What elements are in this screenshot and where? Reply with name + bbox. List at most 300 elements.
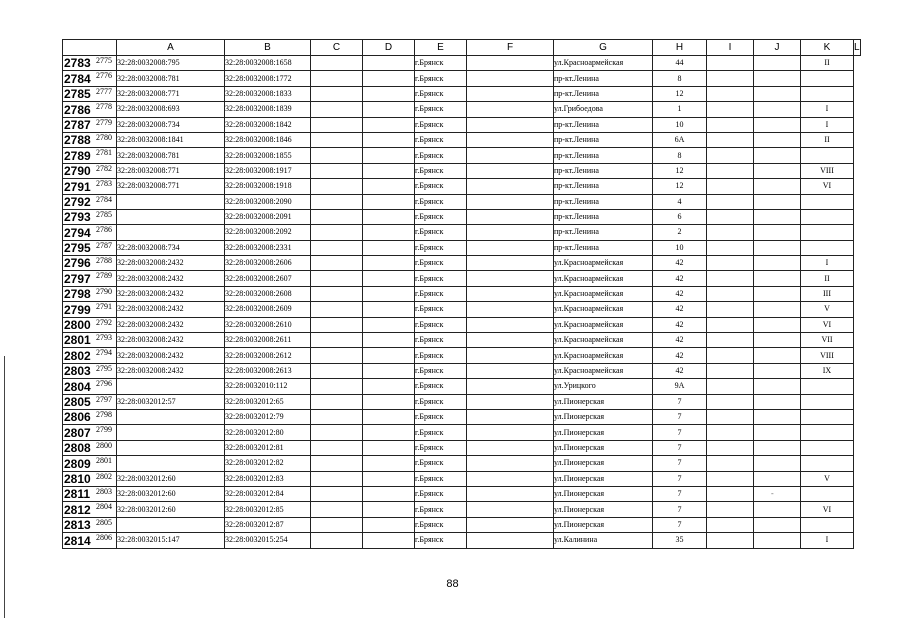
cell-g [467,86,554,101]
cell-k [754,132,801,147]
cell-l [801,517,854,532]
cell-k [754,102,801,117]
cell-k [754,225,801,240]
cell-f: г.Брянск [415,379,467,394]
cell-i: 42 [653,317,707,332]
cell-d [311,132,363,147]
cell-h: пр-кт.Ленина [554,71,653,86]
cell-j [707,86,754,101]
cell-e [363,471,415,486]
row-number-cell [63,102,117,117]
cell-b [117,456,225,471]
source-row-number: 2798 [96,409,112,419]
cell-b: 32:28:0032008:781 [117,148,225,163]
cell-g [467,132,554,147]
cell-c: 32:28:0032012:65 [225,394,311,409]
row-number-cell [63,194,117,209]
cell-j [707,132,754,147]
table-row [63,333,861,348]
cell-c: 32:28:0032008:2611 [225,333,311,348]
cell-l: II [801,271,854,286]
cell-j [707,363,754,378]
cell-e [363,132,415,147]
cell-f: г.Брянск [415,533,467,548]
page-number: 88 [446,578,459,590]
cell-i: 12 [653,179,707,194]
cell-f: г.Брянск [415,209,467,224]
cell-f: г.Брянск [415,425,467,440]
cell-f: г.Брянск [415,102,467,117]
table-row [63,517,861,532]
cell-k [754,56,801,71]
cell-c: 32:28:0032012:79 [225,409,311,424]
cell-l [801,456,854,471]
cell-k [754,194,801,209]
cell-f: г.Брянск [415,409,467,424]
row-number-cell [63,333,117,348]
row-number: 2813 [64,518,91,533]
cell-l [801,409,854,424]
row-number: 2800 [64,318,91,333]
cell-l: VI [801,179,854,194]
cell-k [754,117,801,132]
row-number-cell [63,394,117,409]
cell-f: г.Брянск [415,502,467,517]
cell-i: 8 [653,148,707,163]
cell-b: 32:28:0032008:2432 [117,348,225,363]
cell-k [754,425,801,440]
cell-d [311,209,363,224]
cell-b: 32:28:0032008:771 [117,163,225,178]
cell-c: 32:28:0032008:2609 [225,302,311,317]
cell-d [311,363,363,378]
cell-e [363,240,415,255]
cell-b: 32:28:0032008:2432 [117,271,225,286]
cell-c: 32:28:0032008:1772 [225,71,311,86]
cell-c: 32:28:0032008:1839 [225,102,311,117]
row-number-cell [63,117,117,132]
source-row-number: 2790 [96,286,112,296]
cell-b: 32:28:0032008:2432 [117,302,225,317]
row-number: 2788 [64,133,91,148]
source-row-number: 2776 [96,71,112,81]
source-row-number: 2803 [96,486,112,496]
cell-f: г.Брянск [415,517,467,532]
row-number-cell [63,486,117,501]
cell-g [467,117,554,132]
cell-k [754,456,801,471]
cell-k [754,163,801,178]
cell-i: 1 [653,102,707,117]
cell-d [311,271,363,286]
cell-i: 10 [653,117,707,132]
cell-d [311,117,363,132]
cell-d [311,409,363,424]
cell-h: ул.Красноармейская [554,286,653,301]
cell-f: г.Брянск [415,148,467,163]
cell-g [467,256,554,271]
cell-j [707,379,754,394]
cell-g [467,471,554,486]
cell-h: ул.Красноармейская [554,271,653,286]
cell-l [801,71,854,86]
source-row-number: 2802 [96,471,112,481]
cell-b: 32:28:0032008:2432 [117,286,225,301]
cell-j [707,456,754,471]
cell-j [707,209,754,224]
cell-l [801,379,854,394]
cell-f: г.Брянск [415,56,467,71]
cell-e [363,56,415,71]
cell-h: ул.Красноармейская [554,302,653,317]
cell-b [117,517,225,532]
row-number: 2807 [64,425,91,440]
row-number-cell [63,163,117,178]
cell-c: 32:28:0032012:80 [225,425,311,440]
table-row [63,317,861,332]
cell-f: г.Брянск [415,256,467,271]
cell-c: 32:28:0032008:2612 [225,348,311,363]
table-row [63,148,861,163]
cell-i: 2 [653,225,707,240]
cell-g [467,71,554,86]
table-row [63,225,861,240]
cell-d [311,286,363,301]
cell-b: 32:28:0032008:2432 [117,333,225,348]
cell-b: 32:28:0032008:734 [117,117,225,132]
cell-b [117,194,225,209]
cell-k [754,394,801,409]
cell-h: ул.Пионерская [554,471,653,486]
row-number-cell [63,471,117,486]
cell-l: I [801,102,854,117]
cell-l: IX [801,363,854,378]
cell-j [707,148,754,163]
cell-d [311,317,363,332]
source-row-number: 2806 [96,533,112,543]
cell-e [363,517,415,532]
row-number-cell [63,409,117,424]
cell-g [467,225,554,240]
row-number: 2798 [64,287,91,302]
cell-c: 32:28:0032008:2610 [225,317,311,332]
cell-h: ул.Красноармейская [554,256,653,271]
cell-c: 32:28:0032008:2608 [225,286,311,301]
source-row-number: 2793 [96,333,112,343]
cell-g [467,333,554,348]
row-number: 2810 [64,471,91,486]
source-row-number: 2782 [96,163,112,173]
cell-k [754,333,801,348]
cell-i: 7 [653,471,707,486]
source-row-number: 2775 [96,56,112,65]
column-header-b: B [225,40,311,56]
cell-k [754,240,801,255]
cell-k [754,317,801,332]
table-row [63,348,861,363]
row-number: 2801 [64,333,91,348]
cell-k [754,517,801,532]
cell-b: 32:28:0032008:693 [117,102,225,117]
cell-h: ул.Красноармейская [554,56,653,71]
row-number-cell [63,132,117,147]
source-row-number: 2783 [96,179,112,189]
source-row-number: 2794 [96,348,112,358]
cell-k [754,209,801,224]
cell-b: 32:28:0032008:781 [117,71,225,86]
row-number: 2790 [64,164,91,179]
cell-b [117,425,225,440]
cell-c: 32:28:0032012:83 [225,471,311,486]
cell-e [363,456,415,471]
cell-g [467,240,554,255]
cell-g [467,194,554,209]
cell-l [801,394,854,409]
table-row [63,533,861,548]
cell-e [363,71,415,86]
cell-e [363,363,415,378]
cell-b: 32:28:0032008:771 [117,86,225,101]
cell-j [707,102,754,117]
cell-g [467,348,554,363]
cell-b: 32:28:0032012:60 [117,471,225,486]
table-body [63,56,861,549]
cell-k [754,409,801,424]
row-number-cell [63,148,117,163]
cell-h: ул.Пионерская [554,517,653,532]
cell-h: пр-кт.Ленина [554,179,653,194]
cell-d [311,56,363,71]
cell-e [363,379,415,394]
cell-e [363,148,415,163]
row-number: 2805 [64,394,91,409]
table-row [63,302,861,317]
cell-f: г.Брянск [415,71,467,86]
cell-e [363,225,415,240]
cell-d [311,379,363,394]
cell-k [754,286,801,301]
cell-j [707,502,754,517]
row-number-cell [63,425,117,440]
table-row [63,379,861,394]
cell-f: г.Брянск [415,194,467,209]
row-number: 2812 [64,502,91,517]
cell-d [311,86,363,101]
cell-e [363,163,415,178]
column-header-d: D [363,40,415,56]
source-row-number: 2777 [96,86,112,96]
cell-b: 32:28:0032008:2432 [117,317,225,332]
source-row-number: 2792 [96,317,112,327]
cell-j [707,71,754,86]
source-row-number: 2781 [96,148,112,158]
column-header-g: G [554,40,653,56]
cell-e [363,179,415,194]
cell-f: г.Брянск [415,225,467,240]
row-number: 2799 [64,302,91,317]
cell-f: г.Брянск [415,363,467,378]
cell-i: 7 [653,517,707,532]
cell-g [467,440,554,455]
cell-k [754,502,801,517]
cell-j [707,302,754,317]
cell-h: ул.Пионерская [554,394,653,409]
cell-c: 32:28:0032008:1917 [225,163,311,178]
cell-l [801,209,854,224]
cell-d [311,394,363,409]
row-number-cell [63,209,117,224]
cell-f: г.Брянск [415,394,467,409]
cell-d [311,456,363,471]
cell-i: 7 [653,409,707,424]
cell-j [707,471,754,486]
cell-f: г.Брянск [415,302,467,317]
column-header-k: K [801,40,854,56]
row-number-cell [63,317,117,332]
row-number-cell [63,517,117,532]
cell-j [707,179,754,194]
cell-k [754,302,801,317]
cell-c: 32:28:0032012:87 [225,517,311,532]
cell-f: г.Брянск [415,117,467,132]
table-row [63,179,861,194]
cell-d [311,225,363,240]
cell-l: V [801,302,854,317]
cell-l: II [801,56,854,71]
cell-i: 42 [653,363,707,378]
cell-e [363,117,415,132]
table-row [63,409,861,424]
cell-h: ул.Красноармейская [554,348,653,363]
cell-i: 9А [653,379,707,394]
source-row-number: 2791 [96,302,112,312]
cell-g [467,148,554,163]
cell-e [363,425,415,440]
cell-h: пр-кт.Ленина [554,194,653,209]
cell-j [707,163,754,178]
cell-d [311,533,363,548]
row-number-cell [63,379,117,394]
column-header-l: L [854,40,861,56]
cell-l [801,440,854,455]
cell-d [311,348,363,363]
row-number-cell [63,256,117,271]
cell-j [707,486,754,501]
cell-h: ул.Пионерская [554,425,653,440]
table-row [63,194,861,209]
cell-e [363,86,415,101]
cell-i: 8 [653,71,707,86]
cell-b [117,409,225,424]
cell-f: г.Брянск [415,240,467,255]
row-number-cell [63,440,117,455]
cell-b: 32:28:0032008:2432 [117,363,225,378]
cell-j [707,333,754,348]
row-number-cell [63,179,117,194]
cell-f: г.Брянск [415,286,467,301]
cell-i: 7 [653,440,707,455]
table-row [63,394,861,409]
cell-k [754,179,801,194]
cell-d [311,471,363,486]
source-row-number: 2795 [96,363,112,373]
cell-f: г.Брянск [415,348,467,363]
row-number: 2809 [64,456,91,471]
cell-b: 32:28:0032012:60 [117,486,225,501]
row-number-cell [63,71,117,86]
cell-i: 35 [653,533,707,548]
cell-f: г.Брянск [415,486,467,501]
table-row [63,471,861,486]
cell-g [467,379,554,394]
cell-d [311,486,363,501]
cell-l: I [801,533,854,548]
cell-j [707,240,754,255]
cell-g [467,502,554,517]
corner-header [63,40,117,56]
cell-l [801,194,854,209]
cell-i: 42 [653,271,707,286]
cell-h: пр-кт.Ленина [554,117,653,132]
cell-l [801,240,854,255]
table-row [63,132,861,147]
cell-l: VI [801,317,854,332]
row-number: 2789 [64,148,91,163]
cell-d [311,333,363,348]
cell-l [801,425,854,440]
table-row [63,102,861,117]
row-number: 2811 [64,487,91,502]
cell-c: 32:28:0032012:81 [225,440,311,455]
source-row-number: 2786 [96,225,112,235]
cell-h: ул.Калинина [554,533,653,548]
row-number: 2791 [64,179,91,194]
cell-e [363,271,415,286]
cell-i: 4 [653,194,707,209]
row-number: 2808 [64,441,91,456]
cell-g [467,271,554,286]
cell-j [707,425,754,440]
cell-h: пр-кт.Ленина [554,240,653,255]
cell-f: г.Брянск [415,163,467,178]
cell-c: 32:28:0032010:112 [225,379,311,394]
row-number: 2787 [64,117,91,132]
cell-d [311,102,363,117]
cell-f: г.Брянск [415,271,467,286]
cell-d [311,71,363,86]
row-number: 2794 [64,225,91,240]
cell-d [311,148,363,163]
cell-c: 32:28:0032008:2092 [225,225,311,240]
cell-i: 6 [653,209,707,224]
source-row-number: 2796 [96,379,112,389]
cell-l: II [801,132,854,147]
cell-b: 32:28:0032008:1841 [117,132,225,147]
cell-h: пр-кт.Ленина [554,163,653,178]
table-row [63,56,861,71]
table-row [63,456,861,471]
source-row-number: 2805 [96,517,112,527]
source-row-number: 2789 [96,271,112,281]
cell-f: г.Брянск [415,440,467,455]
table-row [63,502,861,517]
cell-i: 6А [653,132,707,147]
cell-l [801,225,854,240]
cell-h: пр-кт.Ленина [554,132,653,147]
cell-k [754,486,801,501]
cell-k [754,363,801,378]
row-number: 2795 [64,241,91,256]
